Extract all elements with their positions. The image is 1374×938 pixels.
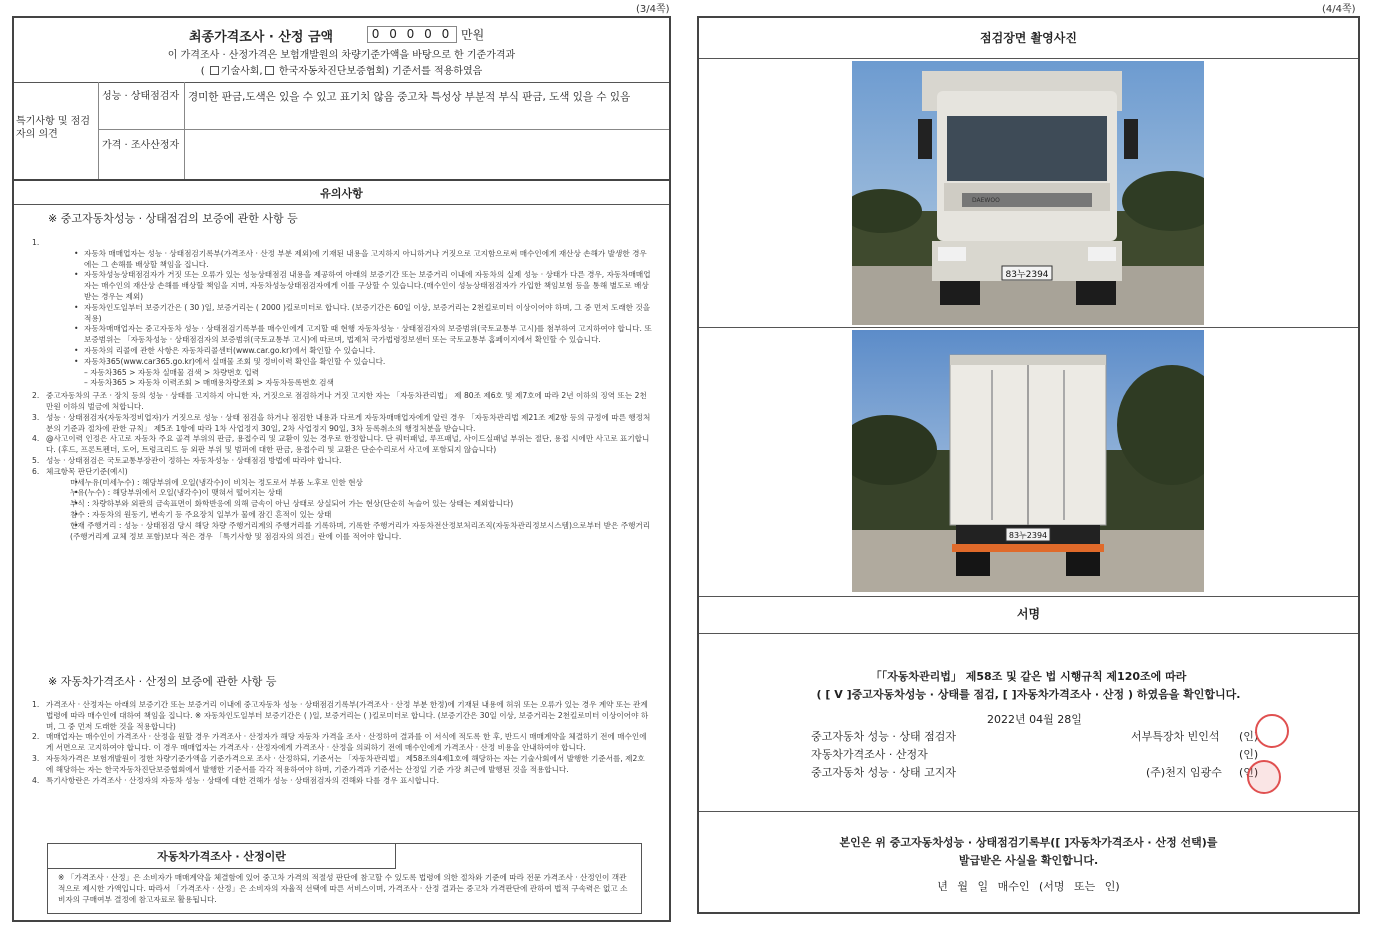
final-price-amount: 0 0 0 0 0 [367, 26, 457, 43]
signer-role-notifier: 중고자동차 성능 · 상태 고지자 [811, 766, 956, 779]
list-item: • 자동차 매매업자는 성능 · 상태점검기록부(가격조사 · 산정 부분 제외)에 기재된 내용을 고지하지 아니하거나 거짓으로 고지함으로써 매수인에게 재산상 손해가 발생한 경우에는 그 손해를 배상할 책임을 집니다. [32, 249, 652, 271]
perf-inspector-label: 성능 · 상태점검자 [99, 82, 185, 130]
info-box-text: ※ 「가격조사 · 산정」은 소비자가 매매계약을 체결함에 있어 중고차 가격의 적절성 판단에 참고할 수 있도록 법령에 의한 절차와 기준에 따라 전문 가격조사 · 산정인이 객관적으로 제시한 가액입니다. 따라서 「가격조사 · 산정」은 소비자의 자율적 선택에 따른 서비스이며, 가격조사 · 산정 결과는 중고차 가격판단에 관하여 법적 구속력은 없고 소비자의 구매여부 결정에 참고자료로 활용됩니다. [58, 873, 628, 904]
list-item: • 자동차성능상태점검자가 거짓 또는 오류가 있는 성능상태점검 내용을 제공하여 아래의 보증기간 또는 보증거리 이내에 자동차의 실제 성능 · 상태가 다른 경우, 자동차매매업자는 매수인의 재산상 손해를 배상할 책임을 지며, 자동차성능상태점검자에게 이를 구상할 수 있습니다.(매수인이 성능상태점검자가 가입한 책임보험 등을 통해 별도로 배상받는 경우는 제외) [32, 270, 652, 302]
list-item: • 누유(누수) : 해당부위에서 오일(냉각수)이 맺혀서 떨어지는 상태 [32, 488, 652, 499]
notes-list-section2 [32, 700, 652, 786]
list-subitem: – 자동차365 > 자동차 실매물 검색 > 차량번호 입력 [84, 367, 260, 377]
section2-title: ※ 자동차가격조사 · 산정의 보증에 관한 사항 등 [48, 675, 277, 688]
truck-front-photo [852, 61, 1204, 325]
seal-mark: (인) [1239, 766, 1259, 779]
list-item: • 현재 주행거리 : 성능 · 상태점검 당시 해당 차량 주행거리계의 주행거리를 기록하며, 기록한 주행거리가 자동차전산정보처리조직(자동차관리정보시스템)으로부터 받은 주행거리(주행거리계 교체 정보 포함)보다 적은 경우 「특기사항 및 점검자의 의견」란에 이를 적어야 합니다. [32, 521, 652, 543]
list-item: 4. @사고이력 인정은 사고로 자동차 주요 골격 부위의 판금, 용접수리 및 교환이 있는 경우로 한정합니다. 단 쿼터패널, 루프패널, 사이드실패널 부위는 절단, 용접 시에만 사고로 표기합니다. (후드, 프론트펜더, 도어, 트렁크리드 등 외판 부위 및 범퍼에 대한 판금, 용접수리 및 교환은 단순수리로서 사고에 포함되지 않습니다) [32, 434, 650, 455]
truck-rear-photo [852, 330, 1204, 592]
info-box-title: 자동차가격조사 · 산정이란 [48, 844, 396, 869]
divider [14, 204, 669, 205]
final-price-desc2 [14, 62, 669, 77]
notes-title: 유의사항 [320, 187, 363, 200]
front-brand-text: DAEWOO [972, 197, 1000, 204]
list-subitem: – 자동차365 > 자동차 이력조회 > 매매용차량조회 > 자동차등록번호 검색 [84, 378, 334, 388]
list-item: • 침수 : 자동차의 원동기, 변속기 등 주요장치 일부가 물에 잠긴 흔적이 있는 상태 [32, 510, 652, 521]
section1-title: ※ 중고자동차성능 · 상태점검의 보증에 관한 사항 등 [48, 212, 298, 225]
final-price-title: 최종가격조사 · 산정 금액 [189, 30, 334, 45]
notes-list-section1 [32, 238, 652, 542]
final-price-desc1: 이 가격조사 · 산정가격은 보험개발원의 차량기준가액을 바탕으로 한 기준가격과 [167, 50, 516, 61]
confirm-line1: 「「자동차관리법」 제58조 및 같은 법 시행규칙 제120조에 따라 [870, 670, 1187, 683]
signer-role-assessor: 자동차가격조사 · 산정자 [811, 748, 928, 761]
signer-name-inspector: 서부특장차 빈인석 [1131, 730, 1220, 743]
signature-section-title: 서명 [1016, 607, 1041, 621]
truck-rear-illustration [852, 330, 1204, 592]
final-price-section [14, 18, 669, 82]
opinion-row-label: 특기사항 및 점검자의 의견 [14, 82, 99, 179]
list-item: • 부식 : 차량하부와 외판의 금속표면이 화학반응에 의해 금속이 아닌 상태로 상실되어 가는 현상(단순히 녹슬어 있는 상태는 제외합니다) [32, 499, 652, 510]
list-item: 6. 체크항목 판단기준(예시) [32, 466, 128, 476]
truck-front-illustration [852, 61, 1204, 325]
list-item: 5. 성능 · 상태점검은 국토교통부장관이 정하는 자동차성능 · 상태점검 방법에 따라야 합니다. [32, 455, 342, 465]
list-item: • 자동차매매업자는 중고자동차 성능 · 상태점검기록부를 매수인에게 고지할 때 현행 자동차성능 · 상태점검자의 보증범위(국토교통부 고시)를 첨부하여 고지하여야 합니다. 또 보증범위는 「자동차성능 · 상태점검자의 보증범위(국토교통부 고시)에 따르며, 법제처 국가법령정보센터 또는 국토교통부 홈페이지에서 확인할 수 있습니다. [32, 324, 652, 346]
buyer-confirm-line1: 본인은 위 중고자동차성능 · 상태점검기록부([ ]자동차가격조사 · 산정 선택)를 [839, 836, 1218, 849]
price-assessor-label: 가격 · 조사산정자 [99, 130, 185, 179]
seal-mark: (인) [1239, 730, 1259, 743]
divider [699, 58, 1358, 59]
list-item: 2. 중고자동차의 구조 · 장치 등의 성능 · 상태를 고지하지 아니한 자, 거짓으로 점검하거나 거짓 고지한 자는 「자동차관리법」 제 80조 제6호 및 제7호에 따라 2년 이하의 징역 또는 2천만원 이하의 벌금에 처합니다. [32, 391, 647, 411]
confirm-line2: ( [ V ]중고자동차성능 · 상태를 점검, [ ]자동차가격조사 · 산정 ) 하였음을 확인합니다. [816, 688, 1241, 701]
list-item: • 자동차365(www.car365.go.kr)에서 실매물 조회 및 정비이력 확인을 확인할 수 있습니다. [32, 357, 652, 368]
desc2-close: ) 기준서를 적용하였음 [385, 66, 483, 77]
buyer-confirm-line2: 발급받은 사실을 확인합니다. [958, 854, 1099, 867]
left-page [12, 16, 671, 922]
price-assessment-info-box [47, 843, 642, 914]
desc2-opt2: 한국자동차진단보증협회 [278, 66, 386, 77]
list-item: 1. [32, 238, 40, 247]
opinion-table [14, 82, 669, 179]
list-item: 3. 자동차가격은 보험개발원이 정한 차량기준가액을 기준가격으로 조사 · 산정하되, 기준서는 「자동차관리법」 제58조의4제1호에 해당하는 자는 기술사회에서 발행한 기준서를, 제2호에 해당하는 자는 한국자동차진단보증협회에서 발행한 기준서를 각각 적용하여야 하며, 기준가격과 기준서는 산정일 기준 가장 최근에 발행된 것을 적용합니다. [32, 753, 645, 774]
divider [699, 811, 1358, 812]
list-item: 1. 가격조사 · 산정자는 아래의 보증기간 또는 보증거리 이내에 중고자동차 성능 · 상태점검기록부(가격조사 · 산정 부분 한정)에 기재된 내용에 허위 또는 오류가 있는 경우 계약 또는 관계법령에 따라 매수인에 대하여 책임을 집니다. ※ 자동차인도일부터 보증기간은 ( )일, 보증거리는 ( )킬로미터로 합니다. (보증기간은 30일 이상, 보증거리는 2천킬로미터 이상이어야 하며, 그 중 먼저 도래한 것을 적용합니다) [32, 700, 649, 731]
divider [699, 633, 1358, 634]
page-number-left: (3/4쪽) [636, 4, 670, 15]
signer-name-notifier: (주)천지 임광수 [1146, 766, 1222, 779]
list-item: • 미세누유(미세누수) : 해당부위에 오일(냉각수)이 비치는 정도로서 부품 노후로 인한 현상 [32, 478, 652, 489]
checkbox-engineer-society [210, 66, 219, 75]
desc2-open: ( [200, 66, 205, 77]
notifier-seal-stamp [1247, 760, 1281, 794]
rear-plate-text: 83누2394 [1008, 531, 1048, 540]
signer-role-inspector: 중고자동차 성능 · 상태 점검자 [811, 730, 956, 743]
page-number-right: (4/4쪽) [1322, 4, 1356, 15]
checkbox-diagnosis-assoc [265, 66, 274, 75]
photo-section-title: 점검장면 촬영사진 [980, 31, 1077, 45]
list-item: 4. 특기사항란은 가격조사 · 산정자의 자동차 성능 · 상태에 대한 견해가 성능 · 상태점검자의 견해와 다를 경우 표시합니다. [32, 775, 440, 785]
perf-inspector-opinion: 경미한 판금,도색은 있을 수 있고 표기치 않음 중고차 특성상 부분적 부식 판금, 도색 있을 수 있음 [185, 82, 669, 130]
buyer-signature-line: 년 월 일 매수인 (서명 또는 인) [937, 880, 1120, 893]
right-page [697, 16, 1360, 914]
price-assessor-opinion [185, 130, 669, 179]
final-price-unit: 만원 [461, 28, 485, 42]
seal-mark: (인) [1239, 748, 1259, 761]
list-item: 3. 성능 · 상태점검자(자동차정비업자)가 거짓으로 성능 · 상태 점검을 하거나 점검한 내용과 다르게 자동차매매업자에게 알린 경우 「자동차관리법 제21조 제2항 등의 규정에 따른 행정처분의 기준과 절차에 관한 규칙」 제5조 1항에 따라 1차 사업정지 30일, 2차 사업정지 90일, 3차 등록취소의 행정처분을 받습니다. [32, 412, 651, 433]
list-item: • 자동차의 리콜에 관한 사항은 자동차리콜센터(www.car.go.kr)에서 확인할 수 있습니다. [32, 346, 652, 357]
desc2-opt1: 기술사회, [220, 66, 263, 77]
divider [14, 179, 669, 181]
inspection-date: 2022년 04월 28일 [987, 713, 1082, 726]
divider [699, 327, 1358, 328]
front-plate-text: 83누2394 [1005, 270, 1049, 280]
inspector-seal-stamp [1255, 714, 1289, 748]
list-item: • 자동차인도일부터 보증기간은 ( 30 )일, 보증거리는 ( 2000 )킬로미터로 합니다. (보증기간은 60일 이상, 보증거리는 2천킬로미터 이상이어야 하며, 그 중 먼저 도래한 것을 적용) [32, 303, 652, 325]
list-item: 2. 매매업자는 매수인이 가격조사 · 산정을 원할 경우 가격조사 · 산정자가 해당 자동차 가격을 조사 · 산정하여 결과를 이 서식에 적도록 한 후, 반드시 매매계약을 체결하기 전에 매수인에게 서면으로 고지하여야 합니다. 이 경우 매매업자는 가격조사 · 산정자에게 가격조사 · 산정을 의뢰하기 전에 매수인에게 가격조사 · 산정 비용을 안내하여야 합니다. [32, 732, 647, 753]
